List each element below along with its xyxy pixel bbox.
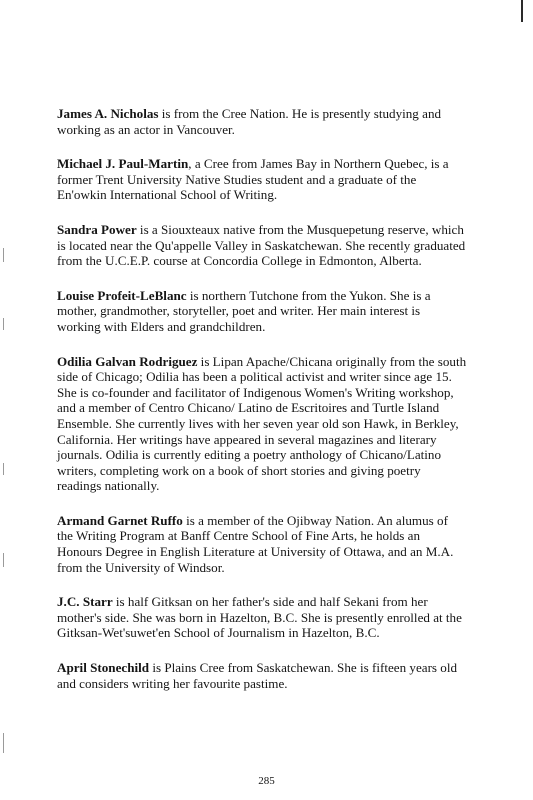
page-edge-line <box>521 0 523 22</box>
bio-paragraph <box>57 354 467 494</box>
bio-paragraph <box>57 513 467 575</box>
margin-mark <box>3 248 4 262</box>
bio-paragraph <box>57 660 467 691</box>
contributor-name: Michael J. Paul-Martin <box>57 156 189 172</box>
bio-text: is a Siouxteaux native from the Musquepetung reserve, which is located near the Qu'appelle Valley in Saskatchewan. She recently graduated from the U.C.E.P. course at Concordia College in Edmonton, Alberta. <box>57 221 466 269</box>
margin-mark <box>3 463 4 475</box>
contributor-name: April Stonechild <box>57 660 150 676</box>
bio-paragraph <box>57 594 467 641</box>
bio-text: is half Gitksan on her father's side and half Sekani from her mother's side. She was born in Hazelton, B.C. She is presently enrolled at the Gitksan-Wet'suwet'en School of Journalism in Hazelton, B.C. <box>57 594 462 641</box>
page-number: 285 <box>258 775 275 787</box>
bio-text: is northern Tutchone from the Yukon. She is a mother, grandmother, storyteller, poet and writer. Her main interest is working with Elders and grandchildren. <box>57 287 431 334</box>
contributor-name: J.C. Starr <box>57 594 113 610</box>
bio-text: is Plains Cree from Saskatchewan. She is fifteen years old and considers writing her favourite pastime. <box>57 660 458 691</box>
bio-paragraph <box>57 222 467 269</box>
bio-text: is a member of the Ojibway Nation. An alumus of the Writing Program at Banff Centre School of Fine Arts, he holds an Honours Degree in English Literature at University of Ottawa, and an M.A. from the University of Windsor. <box>57 512 454 575</box>
bio-paragraph <box>57 106 467 137</box>
bio-paragraph <box>57 288 467 335</box>
contributor-name: Louise Profeit-LeBlanc <box>57 287 187 303</box>
contributor-name: Odilia Galvan Rodriguez <box>57 353 198 369</box>
bio-text: , a Cree from James Bay in Northern Quebec, is a former Trent University Native Studies student and a graduate of the En'owkin International School of Writing. <box>57 156 449 203</box>
contributor-name: Sandra Power <box>57 221 137 237</box>
margin-mark <box>3 318 4 330</box>
margin-mark <box>3 733 4 753</box>
contributor-name: James A. Nicholas <box>57 106 159 121</box>
margin-mark <box>3 553 4 567</box>
bio-paragraph <box>57 156 467 203</box>
contributor-bios <box>57 106 467 710</box>
bio-text: is from the Cree Nation. He is presently studying and working as an actor in Vancouver. <box>57 106 442 137</box>
bio-text: is Lipan Apache/Chicana originally from the south side of Chicago; Odilia has been a political activist and writer since age 15. She is co-founder and facilitator of Indigenous Women's Writing workshop, and a member of Centro Chicano/ Latino de Escritoires and Turtle Island Ensemble. She currently lives with her seven year old son Hawk, in Berkley, California. Her writings have appeared in several magazines and literary journals. Odilia is currently editing a poetry anthology of Chicano/Latino writers, completing work on a book of short stories and giving poetry readings nationally. <box>57 353 467 494</box>
contributor-name: Armand Garnet Ruffo <box>57 512 183 528</box>
